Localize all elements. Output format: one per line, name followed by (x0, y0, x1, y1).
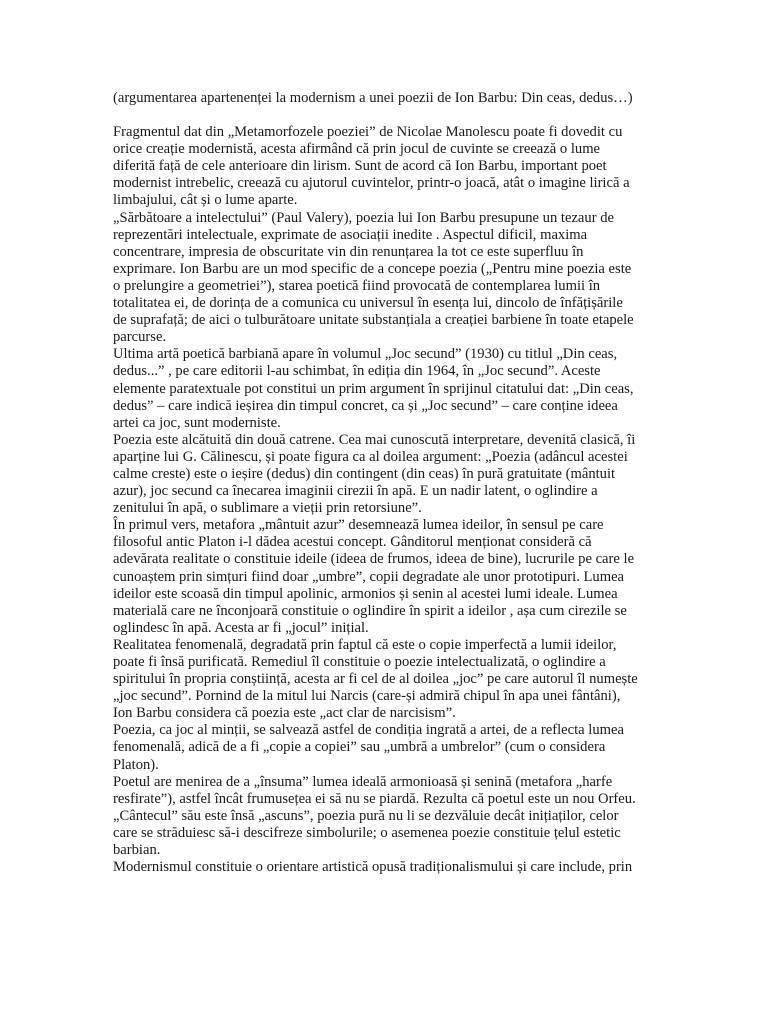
text-line: „joc secund”. Pornind de la mitul lui Narcis (care-și admiră chipul în apa unei fântâni), (113, 688, 621, 705)
text-line: „Sărbătoare a intelectului” (Paul Valery), poezia lui Ion Barbu presupune un tezaur de (113, 209, 614, 226)
text-line: modernist intrebelic, creează cu ajutorul cuvintelor, printr-o joacă, atât o imagine lirică a (113, 175, 630, 192)
text-line: filosoful antic Platon i-l dădea acestui concept. Gânditorul menționat consideră că (113, 534, 592, 551)
text-line: Fragmentul dat din „Metamorfozele poeziei” de Nicolae Manolescu poate fi dovedit cu (113, 124, 623, 141)
text-line: „Cântecul” său este însă „ascuns”, poezia pură nu li se dezvăluie decât inițiaților, celor (113, 807, 619, 824)
text-line: parcurse. (113, 329, 167, 346)
paragraph (113, 210, 659, 347)
text-line: artei ca joc, sunt moderniste. (113, 414, 281, 431)
text-line: concentrare, impresia de obscuritate vin din renunțarea la tot ce este superfluu în (113, 243, 584, 260)
text-line: În primul vers, metafora „mântuit azur” desemnează lumea ideilor, în sensul pe care (113, 517, 604, 534)
text-line: Modernismul constituie o orientare artistică opusă tradiționalismului și care include, prin (113, 859, 633, 876)
text-line: elemente paratextuale pot constitui un prim argument în sprijinul citatului dat: „Din ceas, (113, 380, 634, 397)
text-line: barbian. (113, 842, 161, 859)
text-line: Poezia, ca joc al minții, se salvează astfel de condiția ingrată a artei, de a reflecta lumea (113, 722, 624, 739)
text-line: azur), joc secund ca înecarea imaginii cirezii în apă. E un nadir latent, o oglindire a (113, 483, 598, 500)
text-line: oglindesc în apă. Acesta ar fi „jocul” inițial. (113, 619, 369, 636)
text-line: ideilor este scoasă din timpul apolinic, armonios și senin al acestei lumi ideale. Lumea (113, 585, 618, 602)
text-line: Ultima artă poetică barbiană apare în volumul „Joc secund” (1930) cu titlul „Din ceas, (113, 346, 618, 363)
text-line: calme creste) este o ieșire (dedus) din contingent (din ceas) în pură gratuitate (mântuit (113, 465, 616, 482)
text-line: o prelungire a geometriei”), starea poetică fiind provocată de contemplarea lumii în (113, 277, 601, 294)
text-line: poate fi însă purificată. Remediul îl constituie o poezie intelectualizată, o oglindire a (113, 654, 606, 670)
text-line: Platon). (113, 756, 159, 773)
document-body (113, 124, 659, 876)
paragraph (113, 637, 659, 722)
text-line: adevărata realitate o constituie ideile (ideea de frumos, ideea de bine), lucrurile pe care le (113, 551, 635, 568)
text-line: resfirate”), astfel încât frumusețea ei să nu se piardă. Rezulta că poetul este un nou Orfeu. (113, 790, 636, 807)
paragraph (113, 432, 659, 517)
text-line: totalitatea ei, de dorința de a comunica cu universul în esența lui, dincolo de înfățișările (113, 295, 623, 312)
text-line: exprimare. Ion Barbu are un mod specific de a concepe poezia („Pentru mine poezia este (113, 260, 632, 277)
text-line: Poetul are menirea de a „însuma” lumea ideală armonioasă și senină (metafora „harfe (113, 773, 613, 790)
text-line: Realitatea fenomenală, degradată prin faptul că este o copie imperfectă a lumii ideilor, (113, 636, 617, 653)
paragraph (113, 774, 659, 859)
text-line: dedus...” , pe care editorii l-au schimbat, în ediția din 1964, în „Joc secund”. Aceste (113, 363, 601, 380)
paragraph (113, 346, 659, 431)
paragraph (113, 517, 659, 637)
text-line: spiritului în propria conștiință, acesta ar fi cel de al doilea „joc” pe care autorul îl numește (113, 671, 638, 688)
text-line: materială care ne înconjoară constituie o oglindire în spirit a ideilor , așa cum cirezile se (113, 602, 627, 619)
text-line: orice creație modernistă, acesta afirmând că prin jocul de cuvinte se creează o lume (113, 141, 601, 158)
text-line: care se străduiesc să-i descifreze simbolurile; o asemenea poezie constituie țelul estetic (113, 824, 621, 841)
text-line: diferită față de cele anterioare din lirism. Sunt de acord că Ion Barbu, important poet (113, 158, 607, 175)
text-line: limbajului, cât și o lume aparte. (113, 192, 298, 209)
text-line: zenitului în apă, o sublimare a vieții prin retorsiune”. (113, 500, 422, 517)
text-line: de suprafață; de aici o tulburătoare unitate substanțiala a creației barbiene în toate etapele (113, 312, 634, 329)
text-line: cunoaștem prin simțuri fiind doar „umbre”, copii degradate ale unor prototipuri. Lumea (113, 568, 625, 585)
paragraph (113, 124, 659, 209)
text-line: aparține lui G. Călinescu, și poate figura ca al doilea argument: „Poezia (adâncul acestei (113, 448, 628, 465)
document-heading: (argumentarea apartenenței la modernism a unei poezii de Ion Barbu: Din ceas, dedus…) (113, 90, 633, 106)
document-page (113, 90, 659, 876)
text-line: fenomenală, adică de a fi „copie a copiei” sau „umbră a umbrelor” (cum o considera (113, 739, 606, 756)
paragraph (113, 859, 659, 876)
text-line: dedus” – care indică ieșirea din timpul concret, ca și „Joc secund” – care conține ideea (113, 397, 618, 414)
text-line: Poezia este alcătuită din două catrene. Cea mai cunoscută interpretare, devenită clasică, îi (113, 431, 636, 448)
paragraph (113, 722, 659, 773)
text-line: reprezentări intelectuale, exprimate de asociații inedite . Aspectul dificil, maxima (113, 226, 588, 243)
text-line: Ion Barbu considera că poezia este „act clar de narcisism”. (113, 705, 456, 722)
